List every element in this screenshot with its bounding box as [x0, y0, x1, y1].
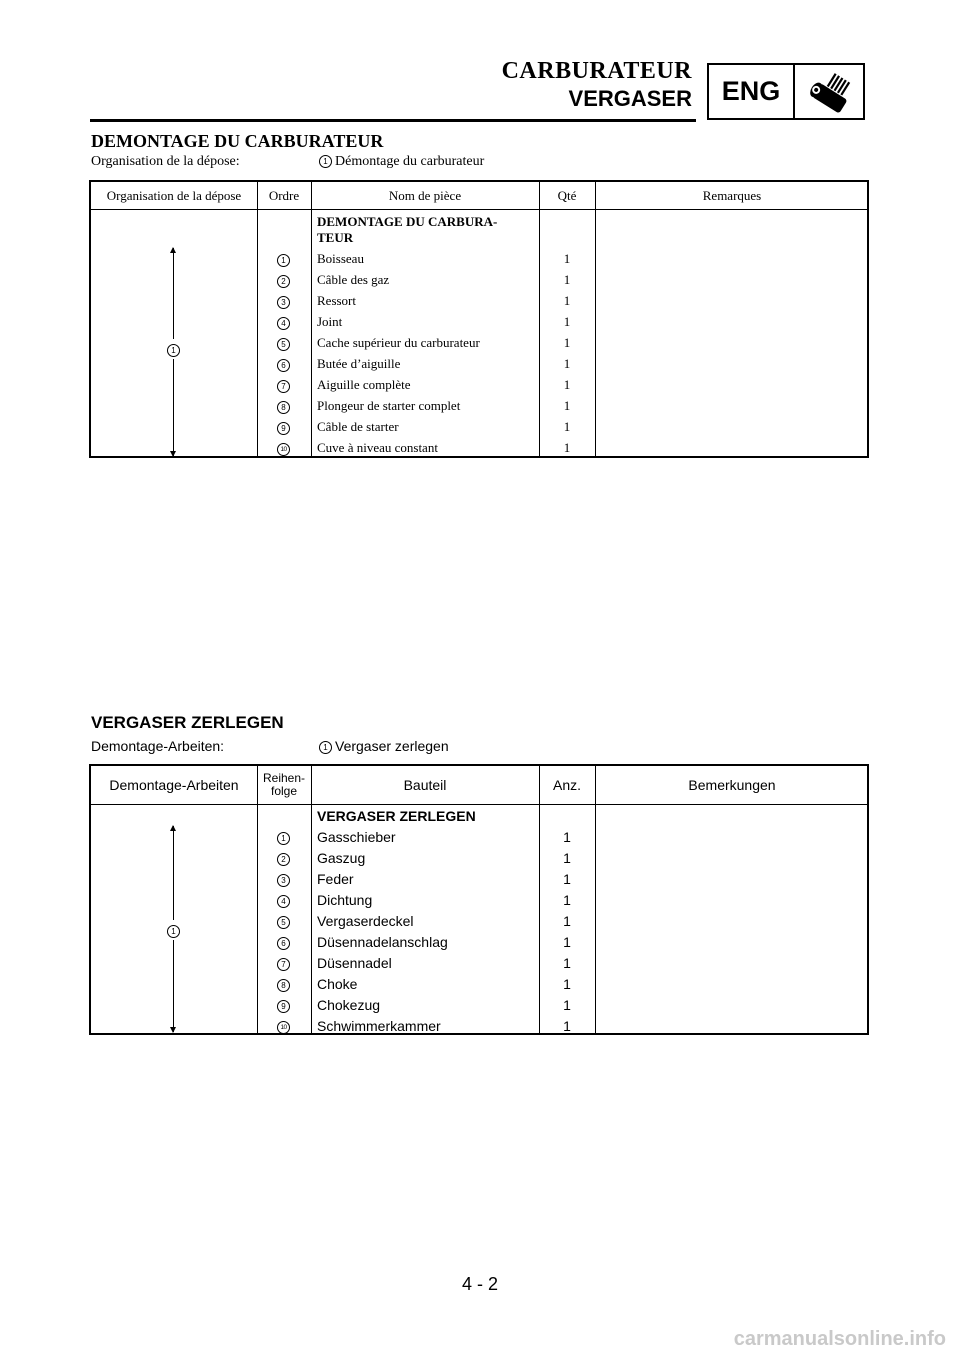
part-qty: 1 — [563, 829, 571, 845]
de-title-row-name: VERGASER ZERLEGEN — [317, 808, 476, 824]
part-qty: 1 — [563, 398, 571, 413]
table-row — [91, 1015, 867, 1036]
fr-title-row — [91, 212, 867, 248]
order-number: 1 — [277, 254, 290, 267]
part-name: Feder — [317, 871, 354, 887]
de-org-text: Vergaser zerlegen — [335, 738, 449, 754]
part-name: Joint — [317, 314, 343, 329]
part-qty: 1 — [563, 997, 571, 1013]
job-number-badge: 1 — [167, 925, 180, 938]
order-number: 4 — [277, 317, 290, 330]
part-name: Vergaserdeckel — [317, 913, 414, 929]
table-row — [91, 973, 867, 994]
part-qty: 1 — [563, 272, 571, 287]
order-number: 1 — [277, 832, 290, 845]
part-qty: 1 — [563, 913, 571, 929]
part-qty: 1 — [563, 377, 571, 392]
part-name: Butée d’aiguille — [317, 356, 401, 371]
part-name: Dichtung — [317, 892, 373, 908]
arrow-head-down — [170, 451, 176, 457]
table-row — [91, 931, 867, 952]
table-row — [91, 437, 867, 458]
part-name: Plongeur de starter complet — [317, 398, 461, 413]
part-name: Choke — [317, 976, 358, 992]
part-qty: 1 — [563, 251, 571, 266]
fr-job-number — [167, 339, 183, 359]
part-qty: 1 — [563, 955, 571, 971]
part-name: Gasschieber — [317, 829, 396, 845]
fr-org-text: Démontage du carburateur — [335, 154, 485, 169]
fr-col-header: Ordre — [268, 187, 300, 203]
de-parts-table — [89, 764, 869, 1035]
table-row — [91, 889, 867, 910]
order-number: 5 — [277, 916, 290, 929]
watermark: carmanualsonline.info — [733, 1328, 946, 1350]
table-row — [91, 332, 867, 353]
part-name: Düsennadelanschlag — [317, 934, 448, 950]
part-name: Schwimmerkammer — [317, 1018, 441, 1034]
order-number: 4 — [277, 895, 290, 908]
part-qty: 1 — [563, 892, 571, 908]
table-row — [91, 868, 867, 889]
part-name: Gaszug — [317, 850, 366, 866]
part-name: Câble des gaz — [317, 272, 390, 287]
table-row — [91, 826, 867, 847]
arrow-head-up — [170, 247, 176, 253]
de-title-row — [91, 806, 867, 827]
part-name: Chokezug — [317, 997, 381, 1013]
order-number: 5 — [277, 338, 290, 351]
table-row — [91, 952, 867, 973]
part-qty: 1 — [563, 440, 571, 455]
part-name: Câble de starter — [317, 419, 399, 434]
part-name: Ressort — [317, 293, 356, 308]
de-org-number: 1 — [319, 741, 332, 754]
de-col-header: Bauteil — [403, 777, 447, 793]
table-row — [91, 311, 867, 332]
fr-col-header: Remarques — [702, 187, 762, 203]
table-row — [91, 248, 867, 269]
fr-organisation — [91, 154, 485, 170]
fr-title-line2: TEUR — [317, 230, 354, 245]
part-qty: 1 — [563, 934, 571, 950]
order-number: 3 — [277, 296, 290, 309]
part-name: Cache supérieur du carburateur — [317, 335, 480, 350]
fr-col-header: Qté — [557, 187, 577, 203]
order-number: 7 — [277, 380, 290, 393]
fr-col-header: Nom de pièce — [388, 187, 462, 203]
job-number-badge: 1 — [167, 344, 180, 357]
part-qty: 1 — [563, 1018, 571, 1034]
order-number: 2 — [277, 853, 290, 866]
arrow-head-down — [170, 1027, 176, 1033]
header-title-fr: CARBURATEUR — [501, 58, 692, 84]
eng-badge-label: ENG — [709, 65, 795, 118]
table-row — [91, 290, 867, 311]
table-row — [91, 374, 867, 395]
order-number: 7 — [277, 958, 290, 971]
part-qty: 1 — [563, 976, 571, 992]
table-row — [91, 395, 867, 416]
page-number: 4 - 2 — [461, 1274, 499, 1294]
de-org-value — [319, 738, 449, 754]
part-qty: 1 — [563, 871, 571, 887]
de-org-label: Demontage-Arbeiten: — [91, 738, 225, 754]
fr-parts-table — [89, 180, 869, 458]
de-col-header-line1: Reihen- — [262, 771, 306, 785]
de-col-header-order — [257, 766, 311, 804]
fr-org-number: 1 — [319, 155, 332, 168]
order-number: 3 — [277, 874, 290, 887]
fr-title-line1: DEMONTAGE DU CARBURA- — [317, 214, 498, 229]
part-qty: 1 — [563, 356, 571, 371]
header-divider — [91, 804, 867, 805]
de-col-header: Anz. — [552, 777, 581, 793]
de-organisation — [91, 738, 449, 754]
de-section-title: VERGASER ZERLEGEN — [91, 713, 284, 732]
eng-badge — [707, 63, 865, 120]
arrow-head-up — [170, 825, 176, 831]
order-number: 2 — [277, 275, 290, 288]
fr-col-header: Organisation de la dépose — [106, 187, 242, 203]
part-qty: 1 — [563, 293, 571, 308]
order-number: 10 — [277, 443, 290, 456]
engine-piston-icon — [795, 65, 863, 118]
fr-org-label: Organisation de la dépose: — [91, 154, 240, 169]
fr-section-title: DEMONTAGE DU CARBURATEUR — [91, 131, 384, 151]
order-number: 9 — [277, 1000, 290, 1013]
part-name: Cuve à niveau constant — [317, 440, 438, 455]
part-name: Düsennadel — [317, 955, 392, 971]
order-number: 8 — [277, 979, 290, 992]
part-name: Aiguille complète — [317, 377, 411, 392]
part-qty: 1 — [563, 850, 571, 866]
part-name: Boisseau — [317, 251, 364, 266]
part-qty: 1 — [563, 314, 571, 329]
table-row — [91, 847, 867, 868]
header-divider — [91, 209, 867, 210]
order-number: 8 — [277, 401, 290, 414]
table-row — [91, 269, 867, 290]
de-job-number — [167, 920, 183, 940]
order-number: 6 — [277, 359, 290, 372]
order-number: 9 — [277, 422, 290, 435]
order-number: 10 — [277, 1021, 290, 1034]
table-row — [91, 416, 867, 437]
table-row — [91, 994, 867, 1015]
part-qty: 1 — [563, 419, 571, 434]
de-col-header-line2: folge — [270, 784, 298, 798]
table-row — [91, 910, 867, 931]
order-number: 6 — [277, 937, 290, 950]
part-qty: 1 — [563, 335, 571, 350]
fr-title-row-name — [317, 214, 497, 246]
fr-org-value — [319, 154, 484, 170]
header-rule — [90, 119, 696, 122]
table-row — [91, 353, 867, 374]
header-title-de: VERGASER — [568, 86, 692, 111]
de-col-header: Demontage-Arbeiten — [109, 777, 239, 793]
de-col-header: Bemerkungen — [688, 777, 776, 793]
